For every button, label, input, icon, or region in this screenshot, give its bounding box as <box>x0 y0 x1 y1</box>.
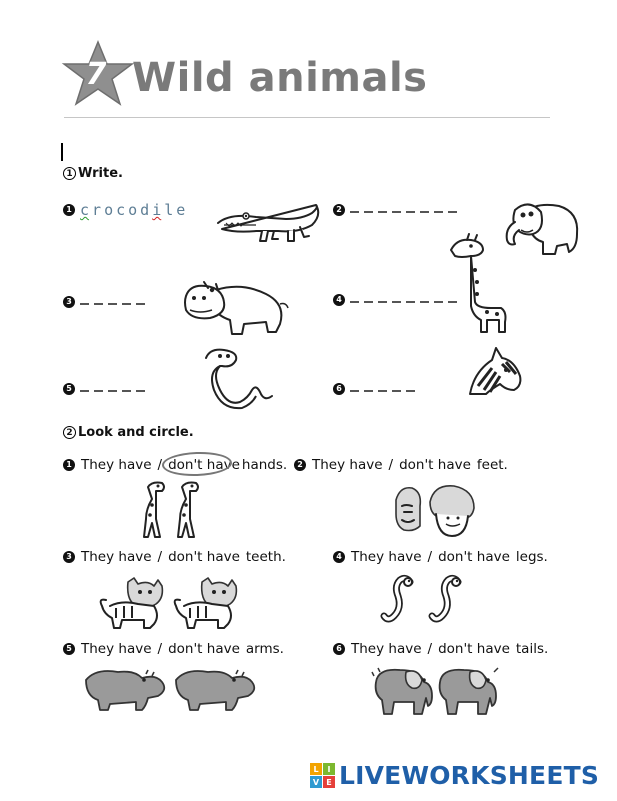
write-item-2[interactable] <box>333 204 457 216</box>
item-number: 4 <box>333 551 345 563</box>
item-number: 1 <box>63 459 75 471</box>
option-dont-have[interactable]: don't have <box>438 641 510 657</box>
circle-item-2 <box>294 457 508 473</box>
zebra-icon <box>466 346 524 396</box>
page-title: Wild animals <box>132 55 428 101</box>
write-item-1[interactable] <box>63 201 185 219</box>
noun: hands. <box>241 457 288 473</box>
unit-number: 7 <box>85 56 107 92</box>
item-number: 3 <box>63 296 75 308</box>
circle-item-5 <box>63 641 284 657</box>
option-have[interactable]: They have <box>351 641 422 657</box>
answer-blanks[interactable] <box>350 297 457 303</box>
section-1-heading <box>63 166 123 181</box>
answer-blanks[interactable] <box>350 386 415 392</box>
item-number: 6 <box>333 643 345 655</box>
tigers-icon <box>98 576 248 630</box>
answer-letter: r <box>92 201 102 219</box>
logo-mark <box>310 763 335 788</box>
item-number: 5 <box>63 383 75 395</box>
giraffes-icon <box>140 479 212 541</box>
noun: legs. <box>515 549 548 565</box>
slash: / <box>427 549 433 565</box>
option-have[interactable]: They have <box>312 457 383 473</box>
answer-letter: d <box>140 201 150 219</box>
section-2-title: Look and circle. <box>78 425 194 440</box>
section-2-heading <box>63 425 194 440</box>
logo-letter: L <box>310 763 322 775</box>
answer-letter: e <box>176 201 186 219</box>
logo-text: LIVEWORKSHEETS <box>339 761 600 790</box>
snake-icon <box>200 346 276 412</box>
answer-blanks[interactable] <box>350 207 457 213</box>
section-2-number: 2 <box>63 426 76 439</box>
item-number: 2 <box>333 204 345 216</box>
hippo-icon <box>182 280 288 338</box>
noun: tails. <box>515 641 549 657</box>
item-number: 2 <box>294 459 306 471</box>
item-number: 3 <box>63 551 75 563</box>
logo-letter: I <box>323 763 335 775</box>
option-dont-have[interactable]: don't have <box>399 457 471 473</box>
slash: / <box>427 641 433 657</box>
section-1-title: Write. <box>78 166 123 181</box>
selection-ellipse <box>162 451 233 477</box>
noun: arms. <box>245 641 284 657</box>
people-icon <box>390 480 478 540</box>
write-item-5[interactable] <box>63 383 145 395</box>
slash: / <box>157 641 163 657</box>
option-dont-have[interactable] <box>168 457 240 473</box>
option-have[interactable]: They have <box>81 457 152 473</box>
logo-letter: E <box>323 776 335 788</box>
answer-letter: c <box>116 201 126 219</box>
answer-letter: o <box>128 201 138 219</box>
slash: / <box>157 457 163 473</box>
option-dont-have[interactable]: don't have <box>168 641 240 657</box>
option-have[interactable]: They have <box>351 549 422 565</box>
write-item-4[interactable] <box>333 294 457 306</box>
crocodile-icon <box>216 203 322 247</box>
text-cursor <box>61 143 63 161</box>
option-have[interactable]: They have <box>81 641 152 657</box>
slash: / <box>157 549 163 565</box>
write-item-3[interactable] <box>63 296 145 308</box>
item-number: 5 <box>63 643 75 655</box>
liveworksheets-logo <box>310 761 599 790</box>
logo-letter: V <box>310 776 322 788</box>
option-dont-have-label: don't have <box>168 457 240 473</box>
answer-blanks[interactable] <box>80 386 145 392</box>
section-1-number: 1 <box>63 167 76 180</box>
write-item-6[interactable] <box>333 383 415 395</box>
giraffe-icon <box>447 236 513 336</box>
circle-item-1 <box>63 457 287 473</box>
circle-item-3 <box>63 549 286 565</box>
answer-letter: c <box>80 201 90 219</box>
elephants-icon <box>370 662 506 718</box>
hippos-icon <box>82 664 258 714</box>
circle-item-6 <box>333 641 548 657</box>
answer-input[interactable] <box>80 201 185 219</box>
option-dont-have[interactable]: don't have <box>168 549 240 565</box>
item-number: 4 <box>333 294 345 306</box>
snakes-icon <box>380 574 480 626</box>
option-dont-have[interactable]: don't have <box>438 549 510 565</box>
noun: teeth. <box>245 549 286 565</box>
answer-letter: l <box>164 201 174 219</box>
circle-item-4 <box>333 549 548 565</box>
header-divider <box>64 117 550 118</box>
item-number: 6 <box>333 383 345 395</box>
answer-blanks[interactable] <box>80 299 145 305</box>
item-number: 1 <box>63 204 75 216</box>
option-have[interactable]: They have <box>81 549 152 565</box>
answer-letter: i <box>152 201 162 219</box>
answer-letter: o <box>104 201 114 219</box>
slash: / <box>388 457 394 473</box>
noun: feet. <box>476 457 508 473</box>
